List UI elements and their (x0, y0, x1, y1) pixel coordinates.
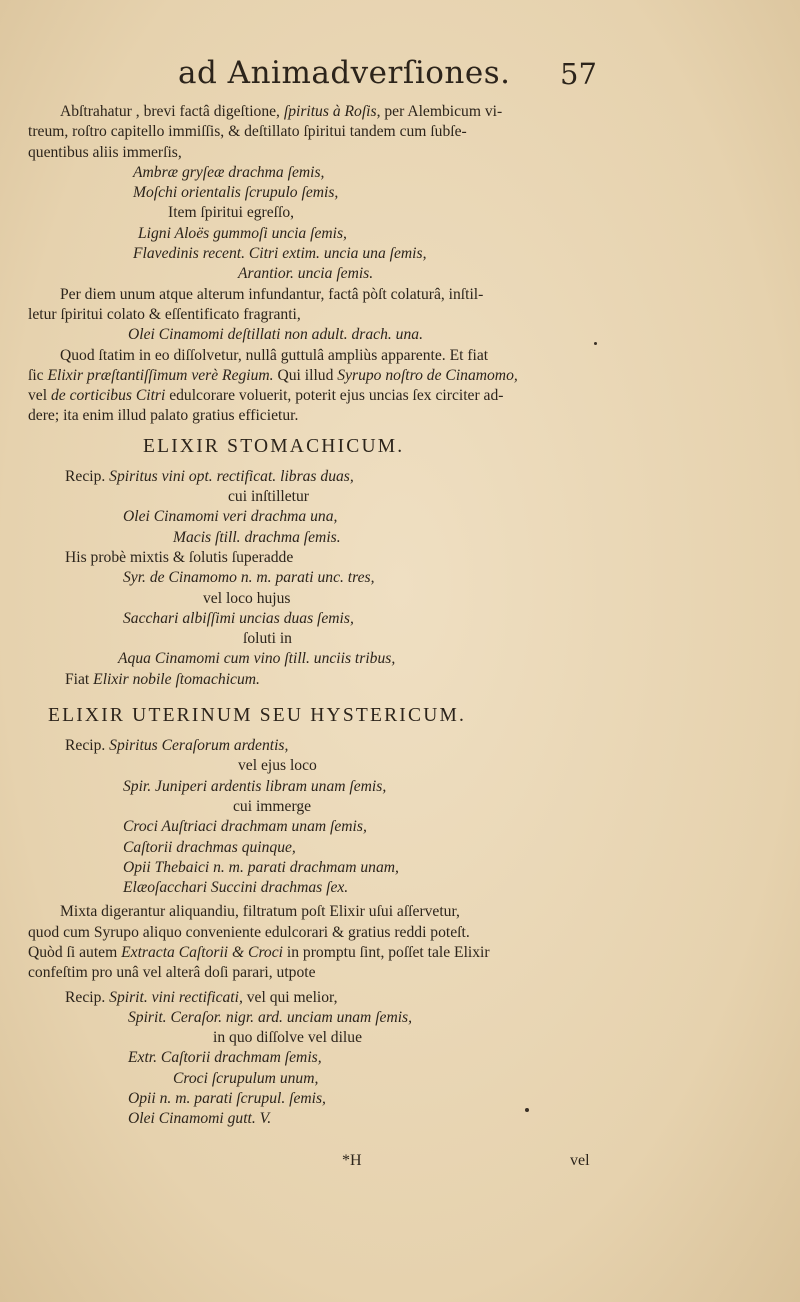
ingredient-line: Olei Cinamomi deſtillati non adult. drach. una. (128, 326, 423, 344)
text-run: , per Alembicum vi- (376, 103, 503, 120)
recipe-line (28, 988, 770, 1008)
ingredient-line: Olei Cinamomi veri drachma una, (123, 508, 338, 526)
paragraph-4-line-4: confeſtim pro unâ vel alterâ doſi parari, utpote (28, 964, 316, 982)
ingredient-line: Ambræ gryſeæ drachma ſemis, (133, 163, 325, 181)
instruction-line: Item ſpiritui egreſſo, (168, 204, 295, 222)
ingredient-line: Spirit. Ceraſor. nigr. ard. unciam unam ſemis, (128, 1008, 413, 1026)
text-run-italic: Spiritus vini opt. rectificat. libras duas, (109, 467, 354, 485)
recip-label: Recip. (65, 467, 110, 485)
text-run-italic: ſpiritus à Roſis (283, 103, 377, 120)
paragraph-3-line-2 (28, 366, 770, 386)
ingredient-line: Flavedinis recent. Citri extim. uncia una ſemis, (133, 245, 427, 263)
paragraph-4-line-2: quod cum Syrupo aliquo conveniente edulcorari & gratius reddi poteſt. (28, 923, 470, 941)
instruction-line: ſoluti in (243, 630, 292, 648)
text-run-italic: Spiritus Ceraſorum ardentis, (109, 737, 289, 755)
page-number: 57 (560, 57, 597, 91)
text-run: Fiat (65, 670, 94, 688)
text-run: Qui illud (273, 366, 338, 384)
running-title: ad Animadverſiones. (178, 55, 511, 91)
ingredient-line: Olei Cinamomi gutt. V. (128, 1110, 272, 1128)
ingredient-line: Spir. Juniperi ardentis libram unam ſemis, (123, 777, 387, 795)
text-run-italic: Extracta Caſtorii & Croci (121, 943, 283, 961)
catchword: vel (570, 1152, 590, 1169)
ink-spot (525, 1108, 529, 1112)
instruction-line: vel ejus loco (238, 757, 317, 775)
paragraph-1-line-3: quentibus aliis immerſis, (28, 143, 182, 161)
ingredient-line: Extr. Caſtorii drachmam ſemis, (128, 1049, 322, 1067)
ingredient-line: Sacchari albiſſimi uncias duas ſemis, (123, 609, 354, 627)
paragraph-2-line-2: letur ſpiritui colato & eſſentificato fragranti, (28, 305, 301, 323)
text-run-italic: Elixir præſtantiſſimum verè Regium. (47, 366, 274, 384)
paragraph-3-line-3 (28, 386, 770, 406)
instruction-line: vel loco hujus (203, 589, 291, 607)
instruction-line: His probè mixtis & ſolutis ſuperadde (65, 548, 294, 566)
text-run: vel qui melior, (242, 988, 338, 1006)
signature-mark: *H (342, 1152, 362, 1169)
paragraph-3-line-4: dere; ita enim illud palato gratius efficietur. (28, 407, 299, 425)
recip-label: Recip. (65, 988, 110, 1006)
ingredient-line: Croci ſcrupulum unum, (173, 1069, 319, 1087)
ingredient-line: Arantior. uncia ſemis. (238, 265, 374, 283)
section-heading-uterinum: ELIXIR UTERINUM SEU HYSTERICUM. (48, 705, 467, 727)
text-run-italic: Syrupo noſtro de Cinamomo, (337, 366, 518, 384)
paragraph-4-line-1: Mixta digerantur aliquandiu, filtratum poſt Elixir uſui aſſervetur, (60, 903, 460, 921)
section-heading-stomachicum: ELIXIR STOMACHICUM. (143, 435, 405, 457)
ingredient-line: Syr. de Cinamomo n. m. parati unc. tres, (123, 569, 375, 587)
text-run: Abſtrahatur , brevi factâ digeſtione, (60, 103, 284, 120)
text-run-italic: de corticibus Citri (50, 387, 166, 405)
text-run: ſic (28, 366, 48, 384)
page-header (0, 55, 800, 105)
recip-label: Recip. (65, 737, 110, 755)
text-run-italic: Elixir nobile ſtomachicum. (93, 670, 260, 688)
paragraph-4-line-3 (28, 943, 770, 963)
recipe-closing-line (28, 670, 770, 690)
instruction-line: in quo diſſolve vel dilue (213, 1029, 362, 1047)
recipe-line (28, 736, 770, 756)
page-footer (0, 1152, 800, 1182)
ingredient-line: Aqua Cinamomi cum vino ſtill. unciis tribus, (118, 650, 396, 668)
paragraph-3-line-1: Quod ſtatim in eo diſſolvetur, nullâ guttulâ ampliùs apparente. Et fiat (60, 346, 489, 364)
ingredient-line: Croci Auſtriaci drachmam unam ſemis, (123, 818, 367, 836)
body-text (28, 102, 770, 1130)
recipe-line (28, 467, 770, 487)
ingredient-line: Opii n. m. parati ſcrupul. ſemis, (128, 1090, 326, 1108)
ingredient-line: Moſchi orientalis ſcrupulo ſemis, (133, 184, 339, 202)
paragraph-1-line-1 (28, 102, 770, 122)
instruction-line: cui immerge (233, 797, 312, 815)
text-run: in promptu ſint, poſſet tale Elixir (282, 943, 490, 961)
text-run-italic: Spirit. vini rectificati, (109, 988, 243, 1006)
ingredient-line: Opii Thebaici n. m. parati drachmam unam, (123, 858, 399, 876)
instruction-line: cui inſtilletur (228, 488, 309, 506)
text-run: vel (28, 387, 51, 405)
ink-spot (594, 342, 597, 345)
paragraph-1-line-2: treum, roſtro capitello immiſſis, & deſtillato ſpiritui tandem cum ſubſe- (28, 123, 467, 141)
ingredient-line: Ligni Aloës gummoſi uncia ſemis, (138, 224, 347, 242)
text-run: Quòd ſi autem (28, 943, 122, 961)
text-run: edulcorare voluerit, poterit ejus uncias ſex circiter ad- (165, 387, 504, 405)
ingredient-line: Macis ſtill. drachma ſemis. (173, 528, 341, 546)
paragraph-2-line-1: Per diem unum atque alterum infundantur, factâ pòſt colaturâ, inſtil- (60, 285, 484, 303)
ingredient-line: Caſtorii drachmas quinque, (123, 838, 296, 856)
ingredient-line: Elæoſacchari Succini drachmas ſex. (123, 879, 349, 897)
